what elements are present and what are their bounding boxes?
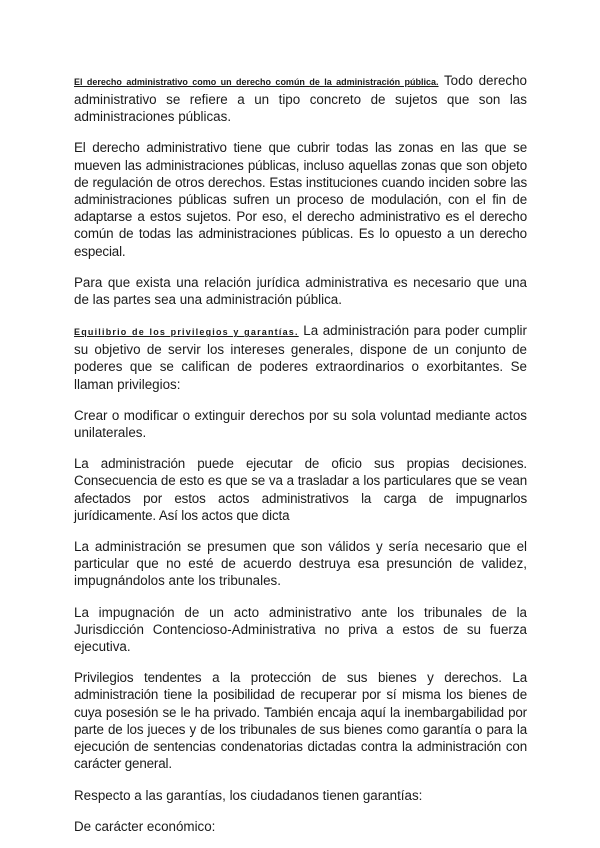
paragraph-equilibrio (74, 322, 527, 393)
section-heading-derecho-comun: El derecho administrativo como un derecho común de la administración pública. (74, 77, 439, 87)
paragraph-text: La administración para poder cumplir su objetivo de servir los intereses generales, dispone de un conjunto de poderes que se califican de poderes extraordinarios o exorbitantes. Se llaman privilegios: (74, 323, 527, 392)
paragraph-proteccion-bienes: Privilegios tendentes a la protección de sus bienes y derechos. La administración tiene la posibilidad de recuperar por sí misma los bienes de cuya posesión se le ha privado. También encaja aquí la inembargabilidad por parte de los jueces y de los tribunales de sus bienes como garantía o para la ejecución de sentencias condenatorias dictadas contra la administración con carácter general. (74, 670, 527, 772)
paragraph-garantias: Respecto a las garantías, los ciudadanos tienen garantías: (74, 787, 423, 803)
paragraph-relacion-juridica: Para que exista una relación jurídica administrativa es necesario que una de las partes sea una administración pública. (74, 274, 527, 308)
paragraph-derecho-comun (74, 72, 527, 125)
paragraph-crear-modificar: Crear o modificar o extinguir derechos por su sola voluntad mediante actos unilaterales. (74, 407, 527, 441)
paragraph-ejecutar-oficio: La administración puede ejecutar de oficio sus propias decisiones. Consecuencia de esto es que se va a trasladar a los particulares que se vean afectados por estos actos administrativos la carga de impugnarlos jurídicamente. Así los actos que dicta (74, 456, 527, 523)
section-heading-equilibrio: Equilibrio de los privilegios y garantías. (74, 327, 299, 338)
paragraph-caracter-economico: De carácter económico: (74, 818, 216, 834)
paragraph-zonas: El derecho administrativo tiene que cubrir todas las zonas en las que se mueven las administraciones públicas, incluso aquellas zonas que son objeto de regulación de otros derechos. Estas instituciones cuando inciden sobre las administraciones públicas sufren un proceso de modulación, con el fin de adaptarse a estos sujetos. Por eso, el derecho administrativo es el derecho común de todas las administraciones públicas. Es lo opuesto a un derecho especial. (74, 140, 527, 259)
paragraph-presuncion-validez: La administración se presumen que son válidos y sería necesario que el particular que no esté de acuerdo destruya esa presunción de validez, impugnándolos ante los tribunales. (74, 539, 527, 589)
paragraph-impugnacion: La impugnación de un acto administrativo ante los tribunales de la Jurisdicción Contencioso-Administrativa no priva a estos de su fuerza ejecutiva. (74, 604, 527, 655)
paragraph-text: Todo derecho administrativo se refiere a un tipo concreto de sujetos que son las administraciones públicas. (74, 73, 527, 125)
